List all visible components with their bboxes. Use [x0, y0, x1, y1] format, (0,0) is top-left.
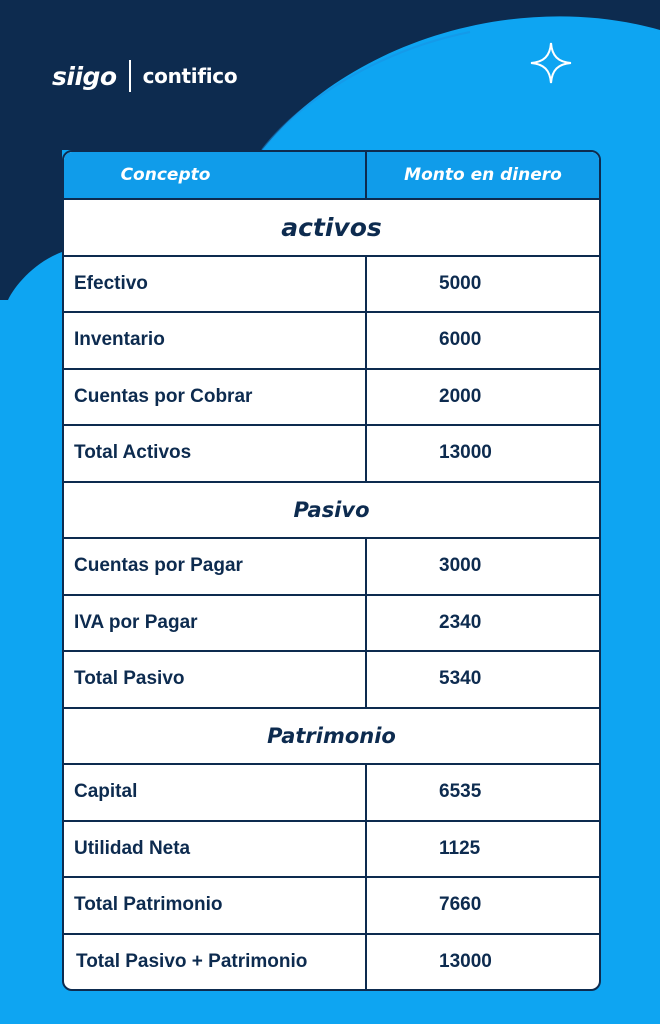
row-value: 6535	[439, 781, 482, 803]
row-label: Inventario	[64, 313, 367, 368]
table-row	[64, 650, 599, 707]
row-label: Cuentas por Pagar	[64, 539, 367, 594]
row-label: Total Pasivo + Patrimonio	[64, 935, 367, 990]
balance-sheet-table	[62, 150, 601, 991]
row-label: Capital	[64, 765, 367, 820]
section-title: activos	[281, 212, 382, 242]
row-value: 6000	[439, 329, 482, 351]
table-row	[64, 537, 599, 594]
row-value: 2000	[439, 385, 482, 407]
logo-divider	[129, 60, 131, 92]
row-value: 13000	[439, 442, 492, 464]
siigo-logo: siigo	[52, 61, 117, 91]
row-value: 7660	[439, 894, 482, 916]
section-row-activos	[64, 198, 599, 255]
table-row	[64, 424, 599, 481]
table-row	[64, 594, 599, 651]
sparkle-icon	[528, 40, 574, 86]
section-row-patrimonio	[64, 707, 599, 764]
table-row	[64, 763, 599, 820]
brand-logo	[52, 58, 237, 94]
row-label: Total Activos	[64, 426, 367, 481]
section-title: Patrimonio	[267, 723, 396, 748]
header-monto: Monto en dinero	[404, 165, 562, 185]
table-row	[64, 368, 599, 425]
row-label: Utilidad Neta	[64, 822, 367, 877]
row-label: Cuentas por Cobrar	[64, 370, 367, 425]
row-value: 3000	[439, 555, 482, 577]
section-title: Pasivo	[293, 497, 370, 522]
row-value: 5340	[439, 668, 482, 690]
contifico-logo: contifico	[142, 64, 238, 88]
header-concepto: Concepto	[64, 152, 367, 198]
row-label: Total Pasivo	[64, 652, 367, 707]
row-label: Efectivo	[64, 257, 367, 312]
table-row	[64, 820, 599, 877]
row-value: 1125	[439, 837, 481, 859]
row-value: 2340	[439, 611, 482, 633]
row-label: Total Patrimonio	[64, 878, 367, 933]
table-row	[64, 255, 599, 312]
table-row	[64, 311, 599, 368]
table-row	[64, 933, 599, 990]
row-value: 5000	[439, 272, 482, 294]
section-row-pasivo	[64, 481, 599, 538]
row-value: 13000	[439, 950, 492, 972]
table-header-row	[64, 152, 599, 198]
table-row	[64, 876, 599, 933]
row-label: IVA por Pagar	[64, 596, 367, 651]
